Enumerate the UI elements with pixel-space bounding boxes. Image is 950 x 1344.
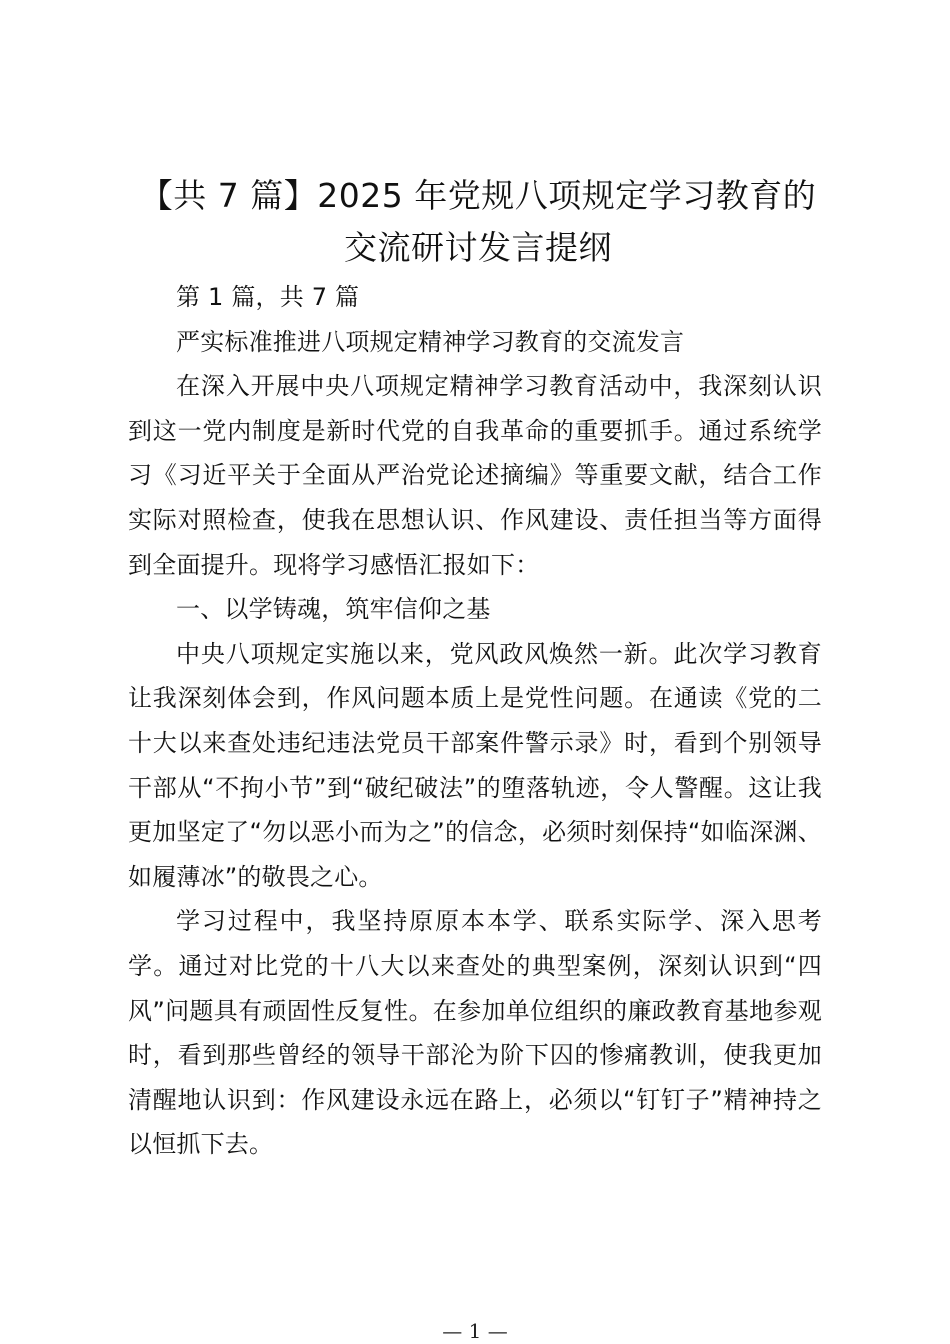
intro-paragraph: 在深入开展中央八项规定精神学习教育活动中，我深刻认识到这一党内制度是新时代党的自我革命的重要抓手。通过系统学习《习近平关于全面从严治党论述摘编》等重要文献，结合工作实际对照检查，使我在思想认识、作风建设、责任担当等方面得到全面提升。现将学习感悟汇报如下： [128,372,822,579]
article-count-line: 第 1 篇，共 7 篇 [176,283,360,311]
body-paragraph: 学习过程中，我坚持原原本本学、联系实际学、深入思考学。通过对比党的十八大以来查处的典型案例，深刻认识到“四风”问题具有顽固性反复性。在参加单位组织的廉政教育基地参观时，看到那些曾经的领导干部沦为阶下囚的惨痛教训，使我更加清醒地认识到：作风建设永远在路上，必须以“钉钉子”精神持之以恒抓下去。 [128,907,822,1159]
page-number: — 1 — [442,1319,508,1343]
document-title: 【共 7 篇】2025 年党规八项规定学习教育的交流研讨发言提纲 [139,176,817,267]
body-paragraph: 中央八项规定实施以来，党风政风焕然一新。此次学习教育让我深刻体会到，作风问题本质上是党性问题。在通读《党的二十大以来查处违纪违法党员干部案件警示录》时，看到个别领导干部从“不拘小节”到“破纪破法”的堕落轨迹，令人警醒。这让我更加坚定了“勿以恶小而为之”的信念，必须时刻保持“如临深渊、如履薄冰”的敬畏之心。 [128,639,822,891]
document-body [128,275,822,1167]
section-heading: 一、以学铸魂，筑牢信仰之基 [176,595,491,624]
speech-title: 严实标准推进八项规定精神学习教育的交流发言 [176,327,685,356]
